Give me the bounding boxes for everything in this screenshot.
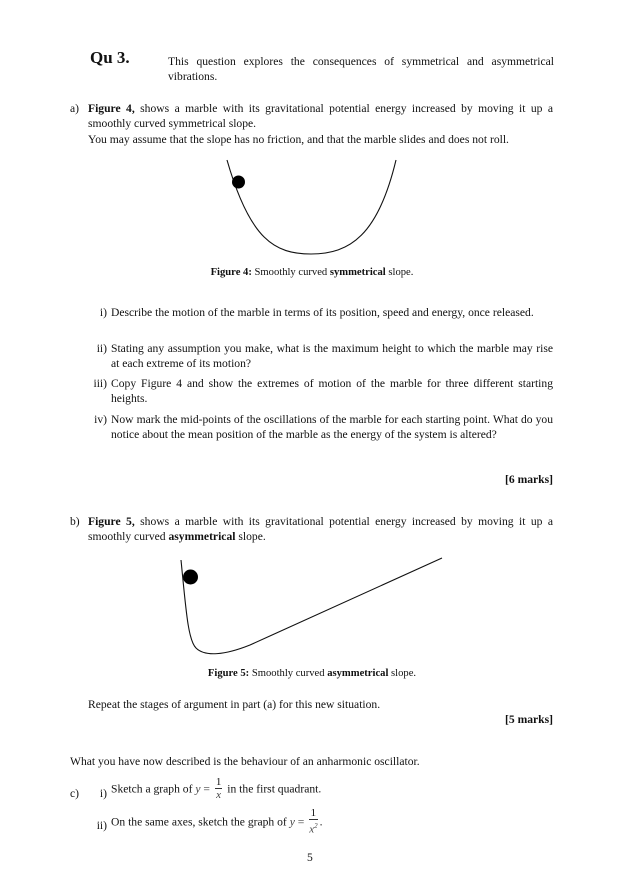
part-a-marks: [6 marks] — [505, 473, 553, 486]
part-b-text — [88, 514, 553, 544]
fraction-denominator: x — [216, 789, 222, 801]
fraction-one-over-x-squared — [309, 808, 317, 836]
part-b-text-post: slope. — [235, 530, 266, 543]
subpart-a-i-text: Describe the motion of the marble in terms of its position, speed and energy, once released. — [111, 306, 534, 319]
subpart-a-ii-text: Stating any assumption you make, what is the maximum height to which the marble may rise at each extreme of its motion? — [111, 342, 553, 370]
subpart-a-ii-label: ii) — [96, 342, 107, 355]
part-b-text-pre: shows a marble with its gravitational potential energy increased by moving it up a smoothly curved — [88, 515, 553, 543]
fraction-one-over-x — [215, 777, 223, 801]
figure-4-caption-label: Figure 4: — [210, 267, 252, 278]
figure-4-caption-pre: Smoothly curved — [251, 267, 330, 278]
figure-4-caption-post: slope. — [385, 267, 414, 278]
subpart-c-i-post: in the first quadrant. — [224, 782, 322, 796]
part-a-label: a) — [70, 102, 80, 115]
marble-figure-4 — [232, 176, 245, 189]
figure-5-caption-label: Figure 5: — [207, 668, 250, 679]
part-b-label: b) — [70, 515, 80, 528]
subpart-a-i-label: i) — [99, 306, 107, 319]
part-a-assumption: You may assume that the slope has no friction, and that the marble slides and does not roll. — [88, 133, 509, 146]
asymmetrical-slope-curve — [181, 558, 442, 654]
subpart-a-iv-text: Now mark the mid-points of the oscillations of the marble for each starting point. What do you notice about the mean position of the marble as the energy of the system is altered? — [111, 413, 553, 441]
page-number: 5 — [307, 851, 313, 864]
subpart-c-i-text — [111, 777, 321, 801]
part-a-text — [88, 101, 553, 131]
subpart-c-i-label: i) — [99, 787, 107, 800]
part-b-repeat-text: Repeat the stages of argument in part (a) for this new situation. — [88, 698, 381, 711]
figure-5-ref: Figure 5, — [88, 515, 135, 528]
symmetrical-slope-curve — [227, 160, 396, 254]
math-y: y — [195, 782, 201, 796]
subpart-c-ii-post: . — [319, 815, 323, 829]
math-equals: = — [294, 815, 308, 829]
fraction-numerator: 1 — [310, 807, 317, 819]
subpart-c-ii-text — [111, 808, 322, 836]
math-y: y — [289, 815, 295, 829]
subpart-a-iii-label: iii) — [93, 377, 107, 390]
fraction-denominator-exponent: 2 — [314, 822, 318, 830]
figure-5-caption-pre: Smoothly curved — [249, 668, 328, 679]
fraction-numerator: 1 — [215, 776, 222, 788]
part-b-marks: [5 marks] — [505, 713, 553, 726]
subpart-a-iii-text: Copy Figure 4 and show the extremes of motion of the marble for three different starting heights. — [111, 377, 553, 405]
fraction-denominator-base: x — [309, 823, 315, 836]
part-b-text-bold: asymmetrical — [168, 530, 236, 543]
subpart-a-iv-label: iv) — [94, 413, 107, 426]
figure-4-caption-bold: symmetrical — [329, 267, 386, 278]
subpart-c-i-pre: Sketch a graph of — [111, 782, 196, 796]
part-c-label: c) — [70, 787, 80, 800]
anharmonic-text: What you have now described is the behaviour of an anharmonic oscillator. — [70, 755, 420, 768]
figure-5-caption-post: slope. — [388, 668, 417, 679]
figure-5-caption-bold: asymmetrical — [327, 668, 389, 679]
figure-4-caption — [150, 265, 474, 280]
figure-5-caption — [150, 666, 474, 681]
part-a-text1: shows a marble with its gravitational potential energy increased by moving it up a smoothly curved symmetrical slope. — [88, 102, 553, 130]
marble-figure-5 — [183, 570, 198, 585]
fraction-denominator — [309, 820, 317, 836]
question-number: Qu 3. — [90, 48, 130, 67]
subpart-c-ii-pre: On the same axes, sketch the graph of — [111, 815, 290, 829]
question-intro: This question explores the consequences of symmetrical and asymmetrical vibrations. — [168, 55, 554, 83]
math-equals: = — [200, 782, 213, 796]
subpart-c-ii-label: ii) — [96, 819, 107, 832]
figure-4-ref: Figure 4, — [88, 102, 135, 115]
